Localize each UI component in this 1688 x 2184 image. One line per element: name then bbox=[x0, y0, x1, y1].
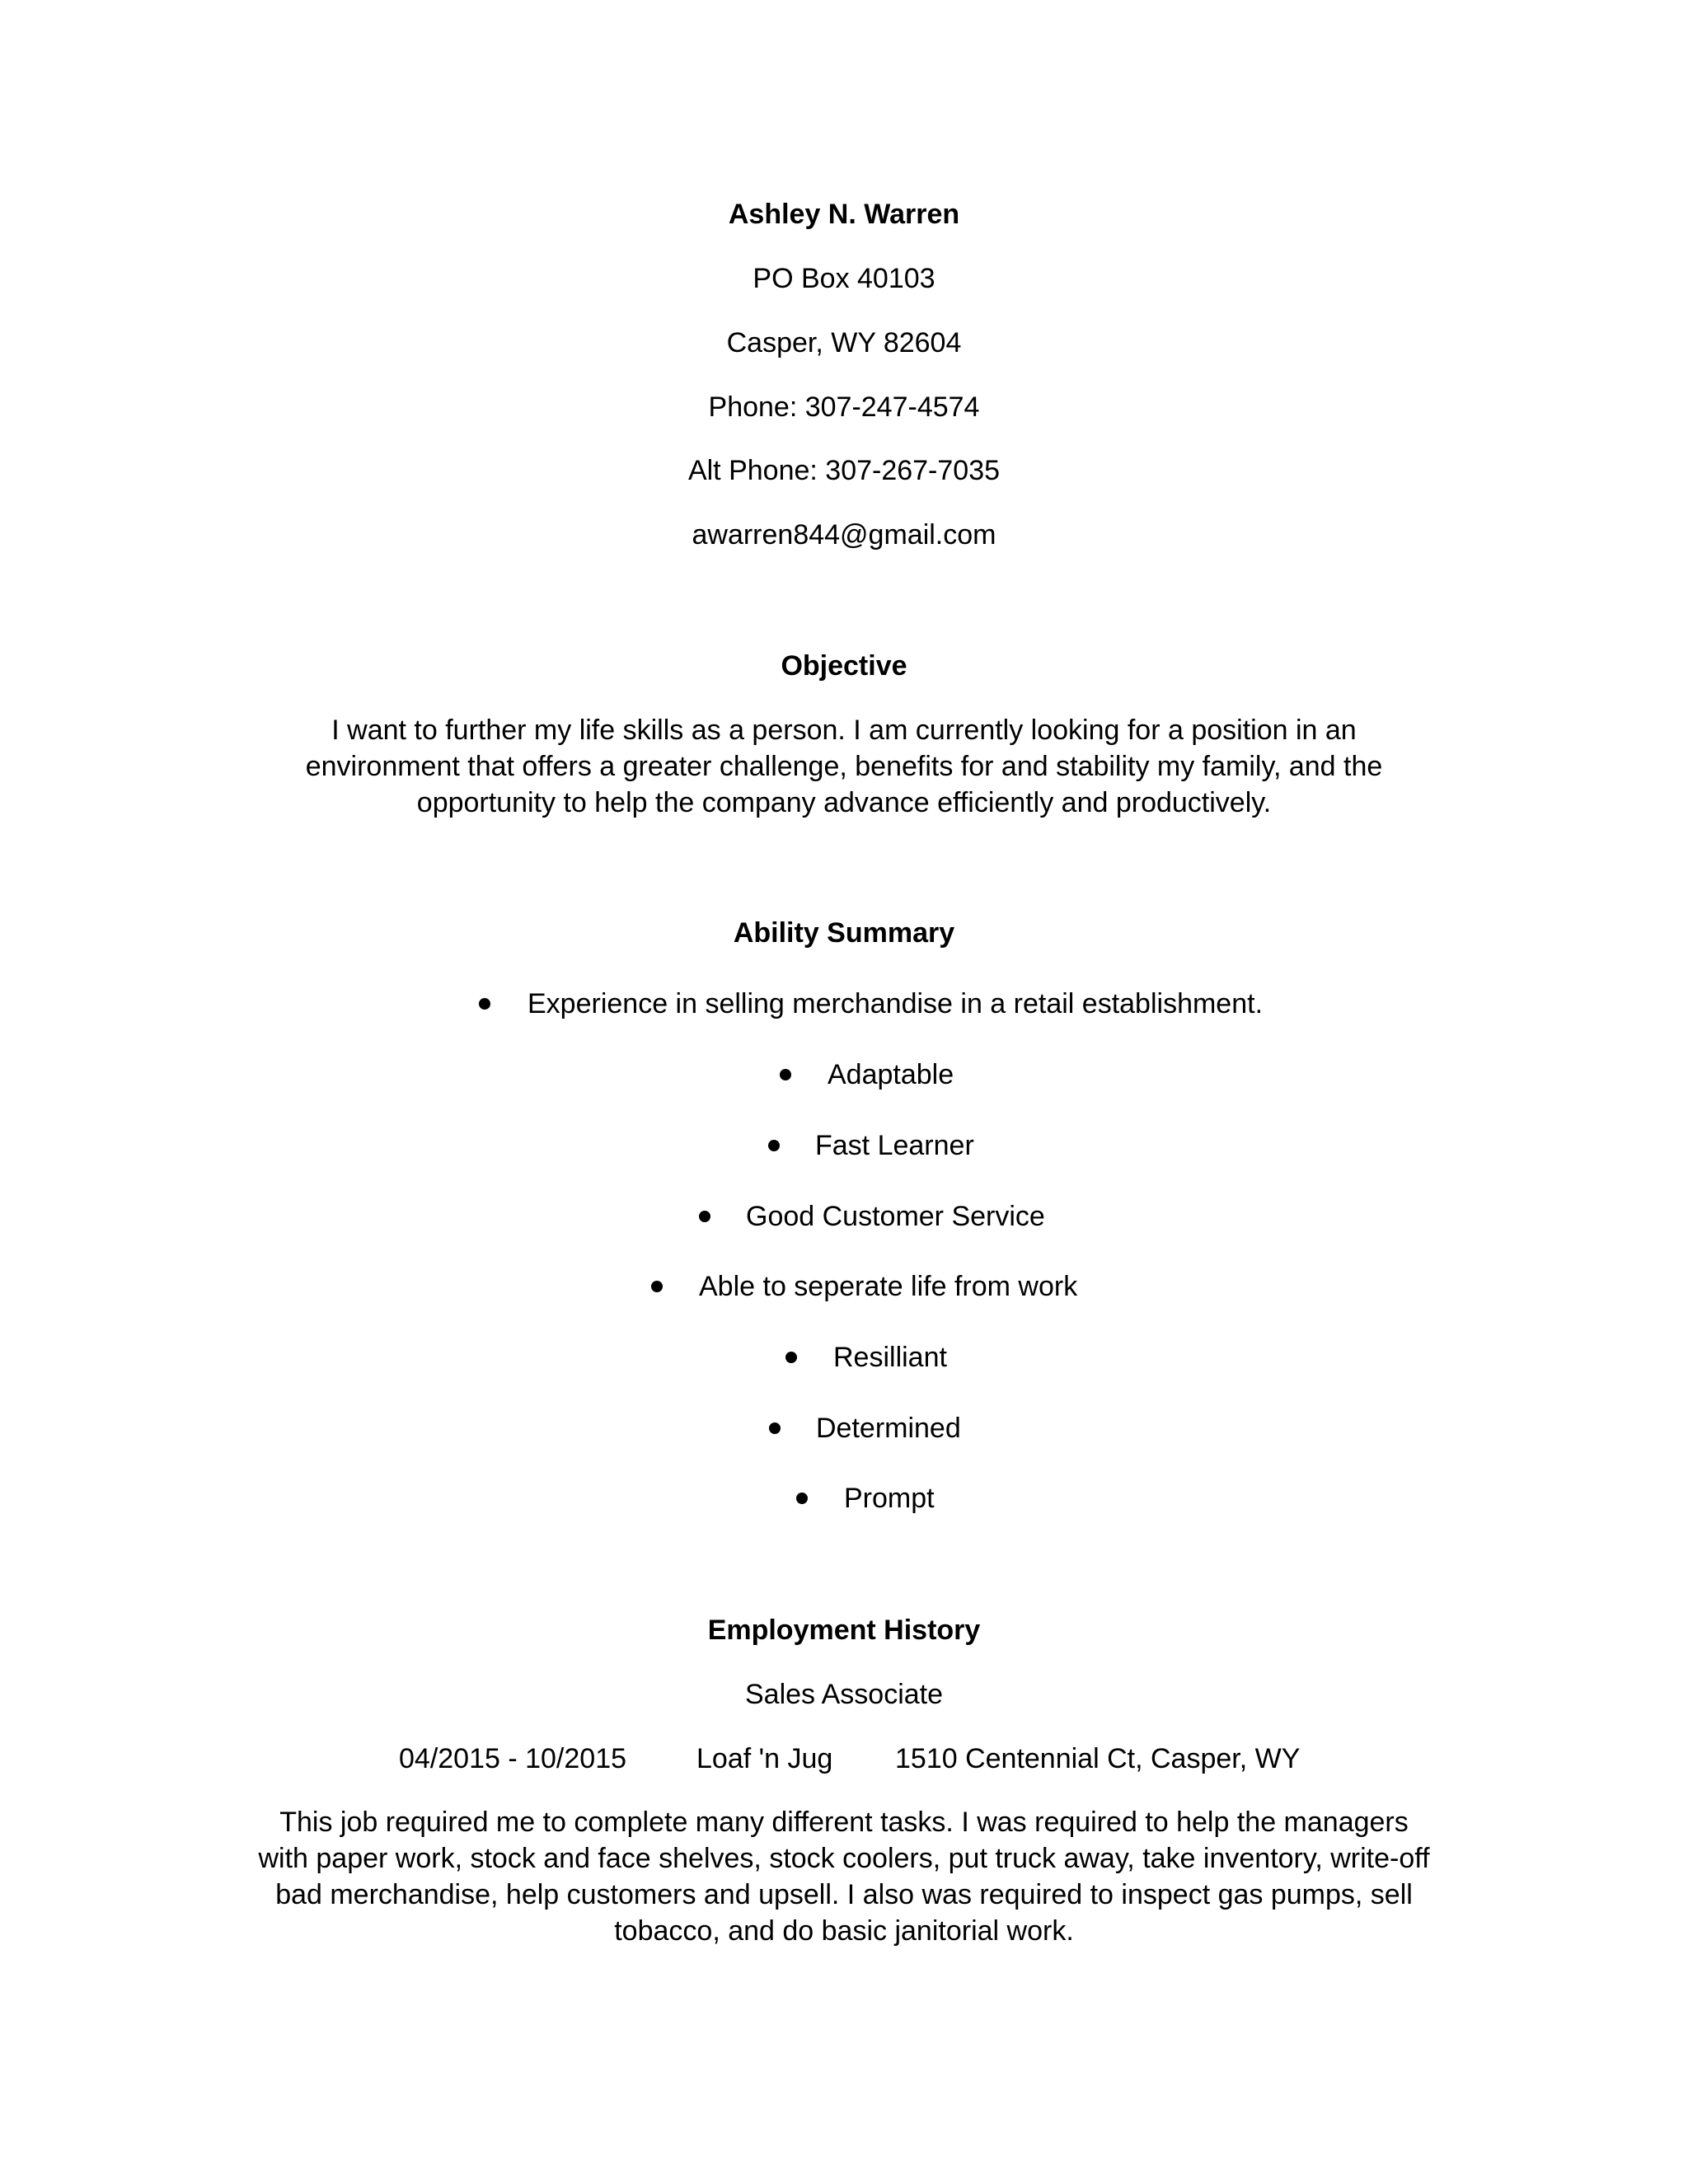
bullet-icon bbox=[780, 1069, 791, 1080]
job-description bbox=[0, 1804, 1688, 1949]
job-description-line: bad merchandise, help customers and upsell. I also was required to inspect gas pumps, sell bbox=[275, 1879, 1413, 1910]
address-line-1: PO Box 40103 bbox=[753, 263, 935, 294]
candidate-name: Ashley N. Warren bbox=[728, 199, 960, 230]
alt-phone: Alt Phone: 307-267-7035 bbox=[687, 455, 1001, 486]
ability-summary-heading: Ability Summary bbox=[733, 917, 955, 949]
list-item bbox=[0, 1339, 1688, 1376]
job-description-line: This job required me to complete many different tasks. I was required to help the managers bbox=[279, 1807, 1409, 1838]
job-location: 1510 Centennial Ct, Casper, WY bbox=[895, 1743, 1301, 1774]
list-item bbox=[0, 1268, 1688, 1305]
bullet-icon bbox=[769, 1422, 781, 1434]
list-item bbox=[0, 986, 1688, 1022]
job-description-line: tobacco, and do basic janitorial work. bbox=[614, 1915, 1074, 1947]
list-item-text: Experience in selling merchandise in a retail establishment. bbox=[528, 988, 1264, 1019]
employment-history-heading: Employment History bbox=[707, 1615, 981, 1646]
objective-line: opportunity to help the company advance efficiently and productively. bbox=[416, 787, 1272, 818]
job-title: Sales Associate bbox=[744, 1679, 944, 1710]
list-item-text: Determined bbox=[816, 1413, 961, 1444]
list-item bbox=[0, 1480, 1688, 1516]
list-item bbox=[0, 1410, 1688, 1446]
job-dates: 04/2015 - 10/2015 bbox=[399, 1743, 627, 1774]
bullet-icon bbox=[651, 1281, 663, 1292]
list-item bbox=[0, 1127, 1688, 1164]
bullet-icon bbox=[785, 1352, 797, 1363]
list-item bbox=[0, 1198, 1688, 1235]
list-item-text: Fast Learner bbox=[815, 1130, 974, 1161]
bullet-icon bbox=[796, 1493, 808, 1504]
list-item-text: Able to seperate life from work bbox=[699, 1271, 1078, 1302]
job-details-row bbox=[0, 1741, 1688, 1777]
email: awarren844@gmail.com bbox=[692, 519, 996, 551]
bullet-icon bbox=[699, 1211, 710, 1222]
list-item bbox=[0, 1057, 1688, 1093]
bullet-icon bbox=[768, 1140, 780, 1151]
address-line-2: Casper, WY 82604 bbox=[726, 327, 962, 359]
list-item-text: Prompt bbox=[844, 1483, 935, 1514]
bullet-icon bbox=[479, 998, 490, 1010]
list-item-text: Adaptable bbox=[828, 1059, 954, 1090]
job-description-line: with paper work, stock and face shelves, stock coolers, put truck away, take inventory, write-off bbox=[258, 1843, 1430, 1874]
list-item-text: Resilliant bbox=[833, 1342, 947, 1373]
objective-heading: Objective bbox=[781, 650, 907, 682]
phone: Phone: 307-247-4574 bbox=[708, 391, 980, 423]
objective-line: I want to further my life skills as a person. I am currently looking for a position in an bbox=[331, 715, 1357, 746]
objective-text bbox=[0, 712, 1688, 821]
job-employer: Loaf 'n Jug bbox=[696, 1743, 833, 1774]
objective-line: environment that offers a greater challenge, benefits for and stability my family, and the bbox=[305, 751, 1383, 782]
list-item-text: Good Customer Service bbox=[746, 1201, 1045, 1232]
